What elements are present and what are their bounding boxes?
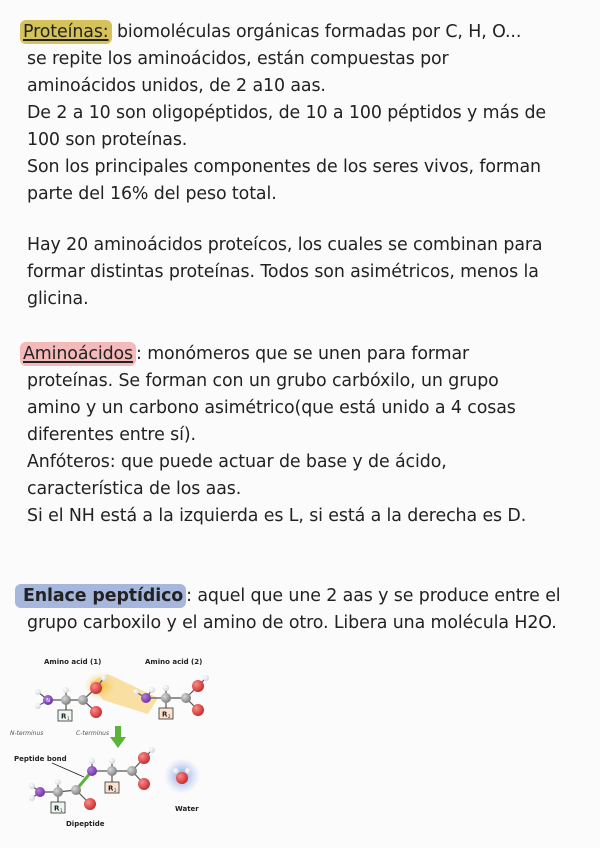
term-enlace-peptidico: Enlace peptídico [15,584,186,608]
term-proteinas: Proteínas: [20,20,112,44]
nitrogen-atom [35,787,45,797]
text-line: amino y un carbono asimétrico(que está unido a 4 cosas [27,398,516,418]
hydrogen-atom [55,779,61,785]
r2-subscript: 2 [168,714,171,719]
label-amino-acid-2: Amino acid (2) [145,658,203,666]
text-line: Anfóteros: que puede actuar de base y de ácido, [27,452,447,472]
hydrogen-atom [109,758,115,764]
hydrogen-atom [163,685,169,691]
r1-subscript: 1 [67,716,70,721]
text-span: : aquel que une 2 aas y se produce entre el [186,586,561,606]
text-span: : monómeros que se unen para formar [136,344,470,364]
carbon-atom [127,766,137,776]
text-line [23,19,587,46]
oxygen-atom [90,682,102,694]
text-line: 100 son proteínas. [27,130,188,150]
oxygen-atom [138,752,150,764]
oxygen-atom [192,704,204,716]
oxygen-atom [192,680,204,692]
text-line: parte del 16% del peso total. [27,184,277,204]
hydrogen-atom [29,795,35,801]
oxygen-atom [138,778,150,790]
nitrogen-atom [87,766,97,776]
hydrogen-atom [203,675,209,681]
dipeptide-r1-label: R [54,804,60,813]
hydrogen-atom [101,675,107,681]
atom-label: N [46,697,51,704]
text-line: Son los principales componentes de los seres vivos, forman [27,157,541,177]
carbon-atom [53,787,63,797]
text-line: De 2 a 10 son oligopéptidos, de 10 a 100 péptidos y más de [27,103,546,123]
section-aminoacidos-proteicos [27,232,587,313]
peptide-bond-diagram [8,650,233,840]
text-line: proteínas. Se forman con un grubo carbóxilo, un grupo [27,371,499,391]
carbon-atom [61,695,71,705]
text-line: glicina. [27,289,89,309]
dipeptide-r2-label: R [108,784,114,793]
label-water: Water [175,805,199,813]
carbon-atom [161,693,171,703]
text-line: grupo carboxilo y el amino de otro. Libera una molécula H2O. [27,613,557,633]
section-aminoacidos [23,341,587,530]
hydrogen-atom [35,689,41,695]
text-line [23,341,587,368]
text-line: Hay 20 aminoácidos proteícos, los cuales se combinan para [27,235,543,255]
hydrogen-atom [133,689,139,695]
peptide-bond-pointer [52,763,84,777]
dipeptide-r1-subscript: 1 [60,808,63,813]
hydrogen-atom [63,687,69,693]
text-line: característica de los aas. [27,479,242,499]
carbon-atom [107,766,117,776]
nitrogen-atom [141,693,151,703]
hydrogen-atom [89,758,95,764]
diagram-svg [8,650,233,840]
label-amino-acid-1: Amino acid (1) [44,658,102,666]
section-proteinas [23,19,587,208]
water-hydrogen-atom [185,768,191,774]
label-c-terminus: C-terminus [76,730,110,737]
term-aminoacidos: Aminoácidos [20,342,136,366]
hydrogen-atom [29,783,35,789]
hydrogen-atom [35,703,41,709]
oxygen-atom [90,706,102,718]
oxygen-atom [84,798,96,810]
r2-label: R [162,710,168,719]
text-line [23,583,587,610]
carbon-atom [181,693,191,703]
label-dipeptide: Dipeptide [66,820,105,828]
text-line: formar distintas proteínas. Todos son asimétricos, menos la [27,262,539,282]
hydrogen-atom [149,687,155,693]
text-span: biomoléculas orgánicas formadas por C, H, O... [111,22,522,42]
section-enlace-peptidico [23,583,587,637]
dipeptide-r2-subscript: 2 [114,788,117,793]
carbon-atom [71,785,81,795]
reaction-arrow-icon [110,726,126,748]
text-line: aminoácidos unidos, de 2 a10 aas. [27,76,326,96]
label-n-terminus: N-terminus [10,730,44,737]
r1-label: R [61,712,67,721]
text-line: Si el NH está a la izquierda es L, si está a la derecha es D. [27,506,527,526]
label-peptide-bond: Peptide bond [14,755,67,763]
text-line: se repite los aminoácidos, están compuestas por [27,49,449,69]
carbon-atom [78,695,88,705]
water-hydrogen-atom [173,768,179,774]
hydrogen-atom [149,747,155,753]
water-oxygen-atom [176,772,188,784]
text-line: diferentes entre sí). [27,425,196,445]
